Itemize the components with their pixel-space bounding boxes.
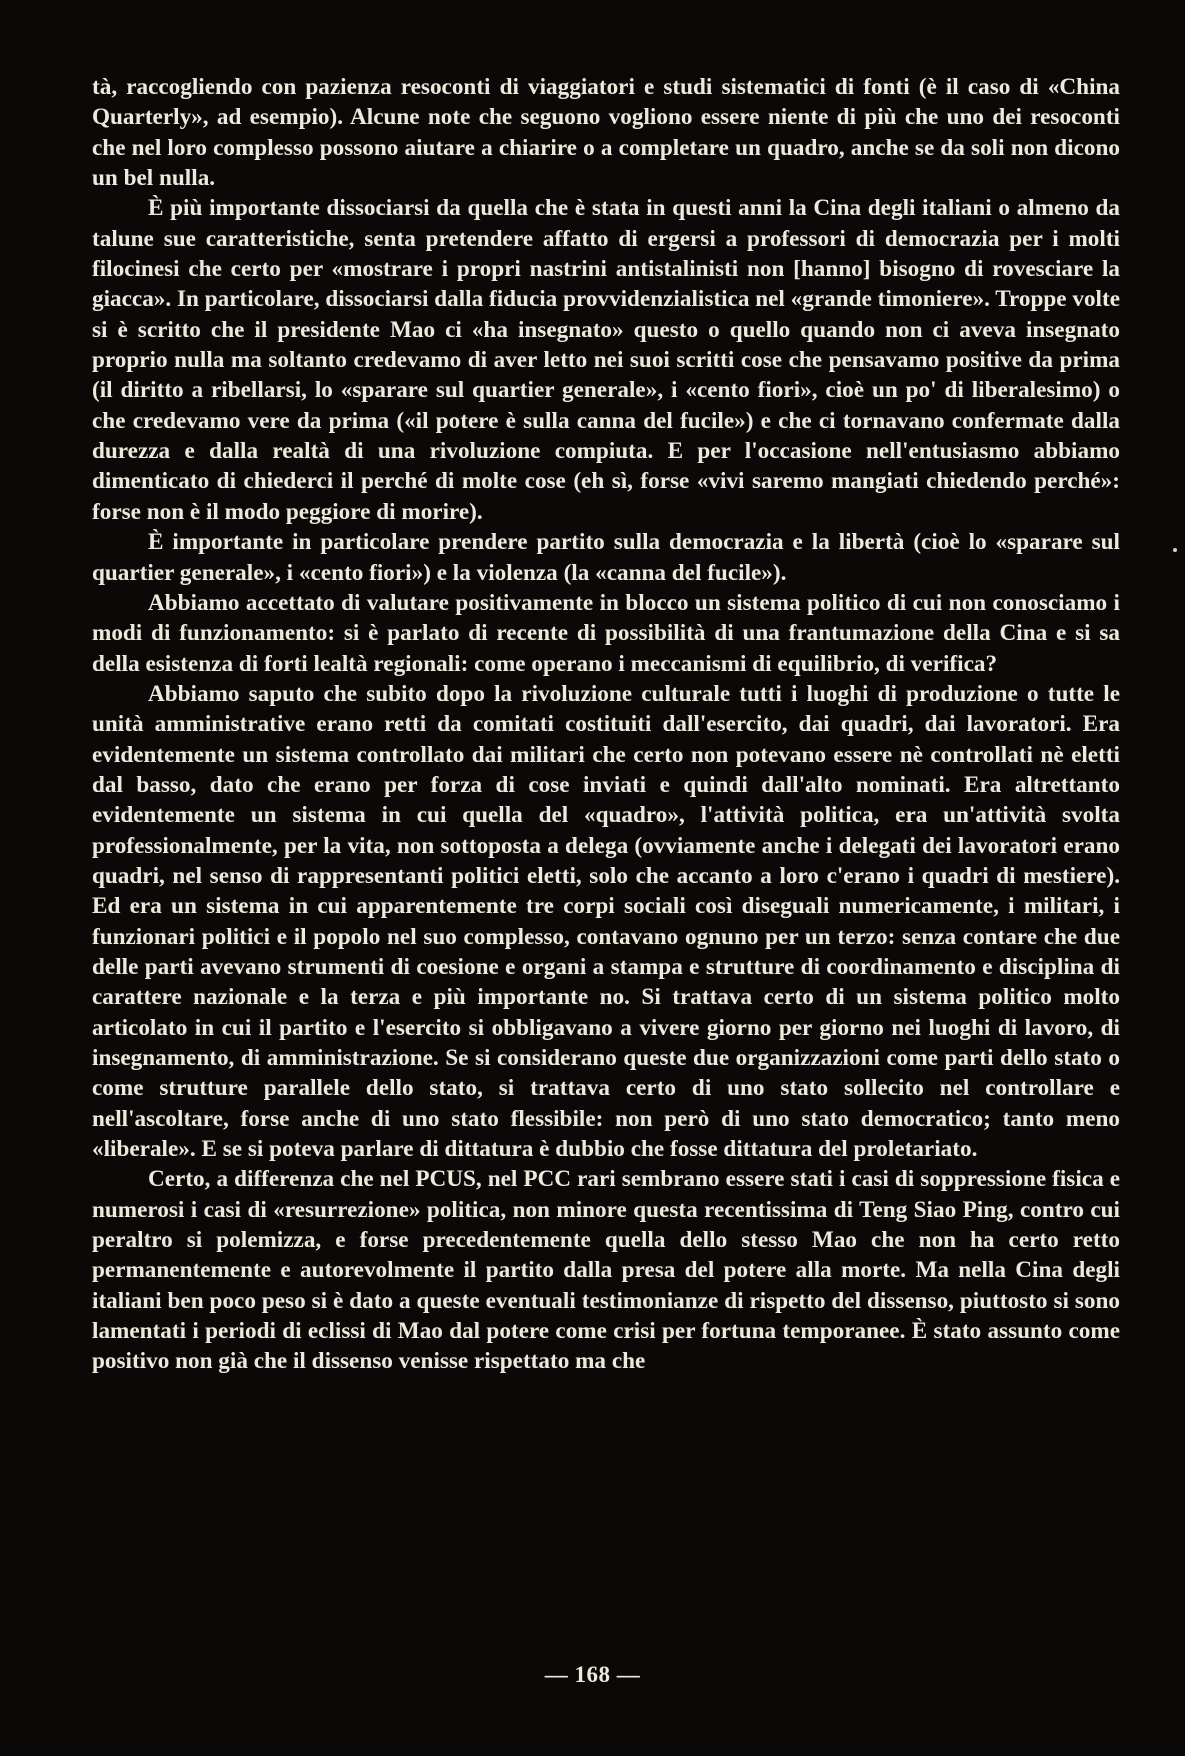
page-number: — 168 — <box>544 1662 641 1687</box>
margin-dot <box>1173 548 1177 552</box>
paragraph-democracy: È importante in particolare prendere partito sulla democrazia e la libertà (cioè lo «sparare sul quartier generale», i «cento fiori») e la violenza (la «canna del fucile»). <box>92 529 1120 586</box>
paragraph-dissociation: È più importante dissociarsi da quella che è stata in questi anni la Cina degli italiani o almeno da talune sue caratteristiche, senta pretendere affatto di ergersi a professori di democrazia per i molti filocinesi che certo per «mostrare i propri nastrini antistalinisti non [hanno] bisogno di rovesciare la giacca». In particolare, dissociarsi dalla fiducia provvidenzialistica nel «grande timoniere». Troppe volte si è scritto che il presidente Mao ci «ha insegnato» questo o quello quando non ci aveva insegnato proprio nulla ma soltanto credevamo di aver letto nei suoi scritti cose che pensavamo positive da prima (il diritto a ribellarsi, lo «sparare sul quartier generale», i «cento fiori», cioè un po' di liberalesimo) o che credevamo vere da prima («il potere è sulla canna del fucile») e che ci tornavano confermate dalla durezza e dalla realtà di una rivoluzione compiuta. E per l'occasione nell'entusiasmo abbiamo dimenticato di chiederci il perché di molte cose (eh sì, forse «vivi saremo mangiati chiedendo perché»: forse non è il modo peggiore di morire). <box>92 195 1120 525</box>
body-text <box>92 72 1120 1377</box>
paragraph-political-system: Abbiamo accettato di valutare positivamente in blocco un sistema politico di cui non conosciamo i modi di funzionamento: si è parlato di recente di possibilità di una frantumazione della Cina e si sa della esistenza di forti lealtà regionali: come operano i meccanismi di equilibrio, di verifica? <box>92 589 1120 677</box>
paragraph-cultural-revolution: Abbiamo saputo che subito dopo la rivoluzione culturale tutti i luoghi di produzione o tutte le unità amministrative erano retti da comitati costituiti dall'esercito, dai quadri, dai lavoratori. Era evidentemente un sistema controllato dai militari che certo non potevano essere nè controllati nè eletti dal basso, dato che erano per forza di cose inviati e quindi dall'alto nominati. Era altrettanto evidentemente un sistema in cui quella del «quadro», l'attività politica, era un'attività svolta professionalmente, per la vita, non sottoposta a delega (ovviamente anche i delegati dei lavoratori erano quadri, nel senso di rappresentanti politici eletti, solo che accanto a loro c'erano i quadri di mestiere). Ed era un sistema in cui apparentemente tre corpi sociali così diseguali numericamente, i militari, i funzionari politici e il popolo nel suo complesso, contavano ognuno per un terzo: senza contare che due delle parti avevano strumenti di coesione e organi a stampa e strutture di coordinamento e disciplina di carattere nazionale e la terza e più importante no. Si trattava certo di un sistema politico molto articolato in cui il partito e l'esercito si obbligavano a vivere giorno per giorno nei luoghi di lavoro, di insegnamento, di amministrazione. Se si considerano queste due organizzazioni come parti dello stato o come strutture parallele dello stato, si trattava certo di uno stato sollecito nel controllare e nell'ascoltare, forse anche di uno stato flessibile: non però di uno stato democratico; tanto meno «liberale». E se si poteva parlare di dittatura è dubbio che fosse dittatura del proletariato. <box>92 680 1120 1163</box>
paragraph-dissent: Certo, a differenza che nel PCUS, nel PCC rari sembrano essere stati i casi di soppressione fisica e numerosi i casi di «resurrezione» politica, non minore questa recentissima di Teng Siao Ping, contro cui peraltro si polemizza, e forse precedentemente quella dello stesso Mao che non ha certo retto permanentemente e autorevolmente il partito dalla presa del potere alla morte. Ma nella Cina degli italiani ben poco peso si è dato a queste eventuali testimonianze di rispetto del dissenso, piuttosto si sono lamentati i periodi di eclissi di Mao dal potere come crisi per fortuna temporanee. È stato assunto come positivo non già che il dissenso venisse rispettato ma che <box>92 1166 1120 1375</box>
paragraph-continuation: tà, raccogliendo con pazienza resoconti di viaggiatori e studi sistematici di fonti (è il caso di «China Quarterly», ad esempio). Alcune note che seguono vogliono essere niente di più che uno dei resoconti che nel loro complesso possono aiutare a chiarire o a completare un quadro, anche se da soli non dicono un bel nulla. <box>92 74 1120 192</box>
